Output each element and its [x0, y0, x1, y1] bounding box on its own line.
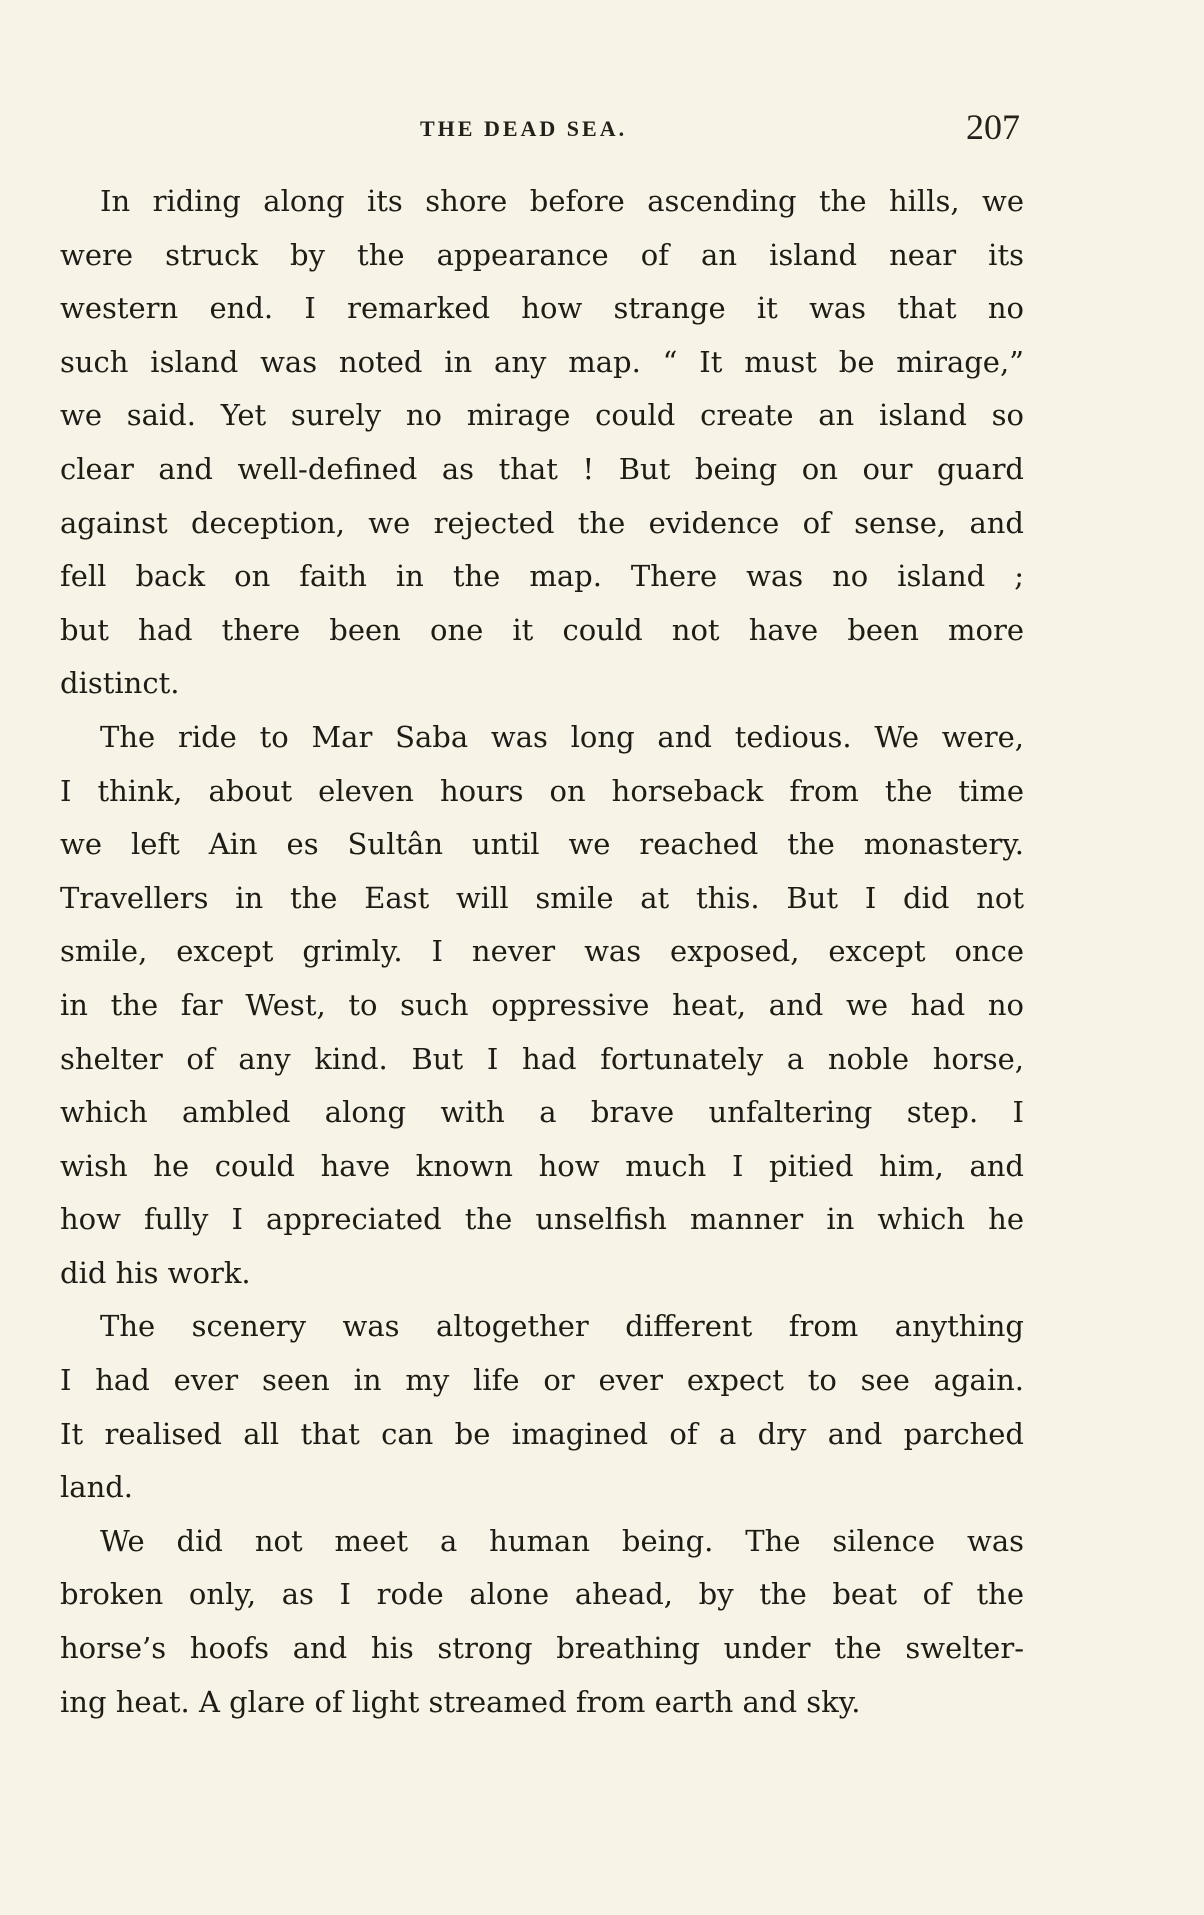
page-number: 207 — [966, 107, 1020, 147]
text-line: such island was noted in any map. “ It must be mirage,” — [60, 344, 1024, 379]
text-line: were struck by the appearance of an island near its — [60, 237, 1024, 272]
text-line: We did not meet a human being. The silence was — [100, 1523, 1024, 1558]
text-line: land. — [60, 1470, 134, 1505]
text-line: The scenery was altogether different from anything — [100, 1309, 1024, 1344]
text-line: against deception, we rejected the evidence of sense, and — [60, 505, 1024, 540]
text-line: clear and well-defined as that ! But being on our guard — [60, 451, 1024, 486]
running-title: THE DEAD SEA. — [420, 116, 628, 141]
text-line: It realised all that can be imagined of a dry and parched — [60, 1416, 1024, 1451]
text-line: I had ever seen in my life or ever expect to see again. — [60, 1363, 1024, 1398]
text-line: The ride to Mar Saba was long and tedious. We were, — [100, 719, 1024, 754]
text-line: horse’s hoofs and his strong breathing under the swelter- — [60, 1631, 1024, 1666]
text-line: which ambled along with a brave unfaltering step. I — [60, 1095, 1024, 1130]
body-text — [60, 175, 1024, 1729]
text-line: ing heat. A glare of light streamed from earth and sky. — [60, 1684, 861, 1719]
text-line: but had there been one it could not have been more — [60, 612, 1024, 647]
text-line: smile, except grimly. I never was exposed, except once — [60, 934, 1024, 969]
text-line: I think, about eleven hours on horseback from the time — [60, 773, 1024, 808]
text-line: In riding along its shore before ascending the hills, we — [100, 184, 1024, 218]
text-line: in the far West, to such oppressive heat, and we had no — [60, 987, 1024, 1022]
text-line: did his work. — [60, 1255, 251, 1290]
text-line: shelter of any kind. But I had fortunately a noble horse, — [60, 1041, 1024, 1076]
text-line: how fully I appreciated the unselfish manner in which he — [60, 1202, 1024, 1237]
text-line: broken only, as I rode alone ahead, by the beat of the — [60, 1577, 1024, 1612]
text-line: we said. Yet surely no mirage could create an island so — [60, 398, 1024, 433]
text-line: fell back on faith in the map. There was no island ; — [60, 559, 1024, 594]
text-line: distinct. — [60, 666, 180, 701]
text-line: western end. I remarked how strange it was that no — [60, 291, 1024, 326]
text-line: Travellers in the East will smile at this. But I did not — [60, 880, 1024, 915]
text-line: we left Ain es Sultân until we reached the monastery. — [60, 827, 1024, 862]
text-line: wish he could have known how much I pitied him, and — [60, 1148, 1024, 1183]
running-head — [0, 106, 1204, 156]
